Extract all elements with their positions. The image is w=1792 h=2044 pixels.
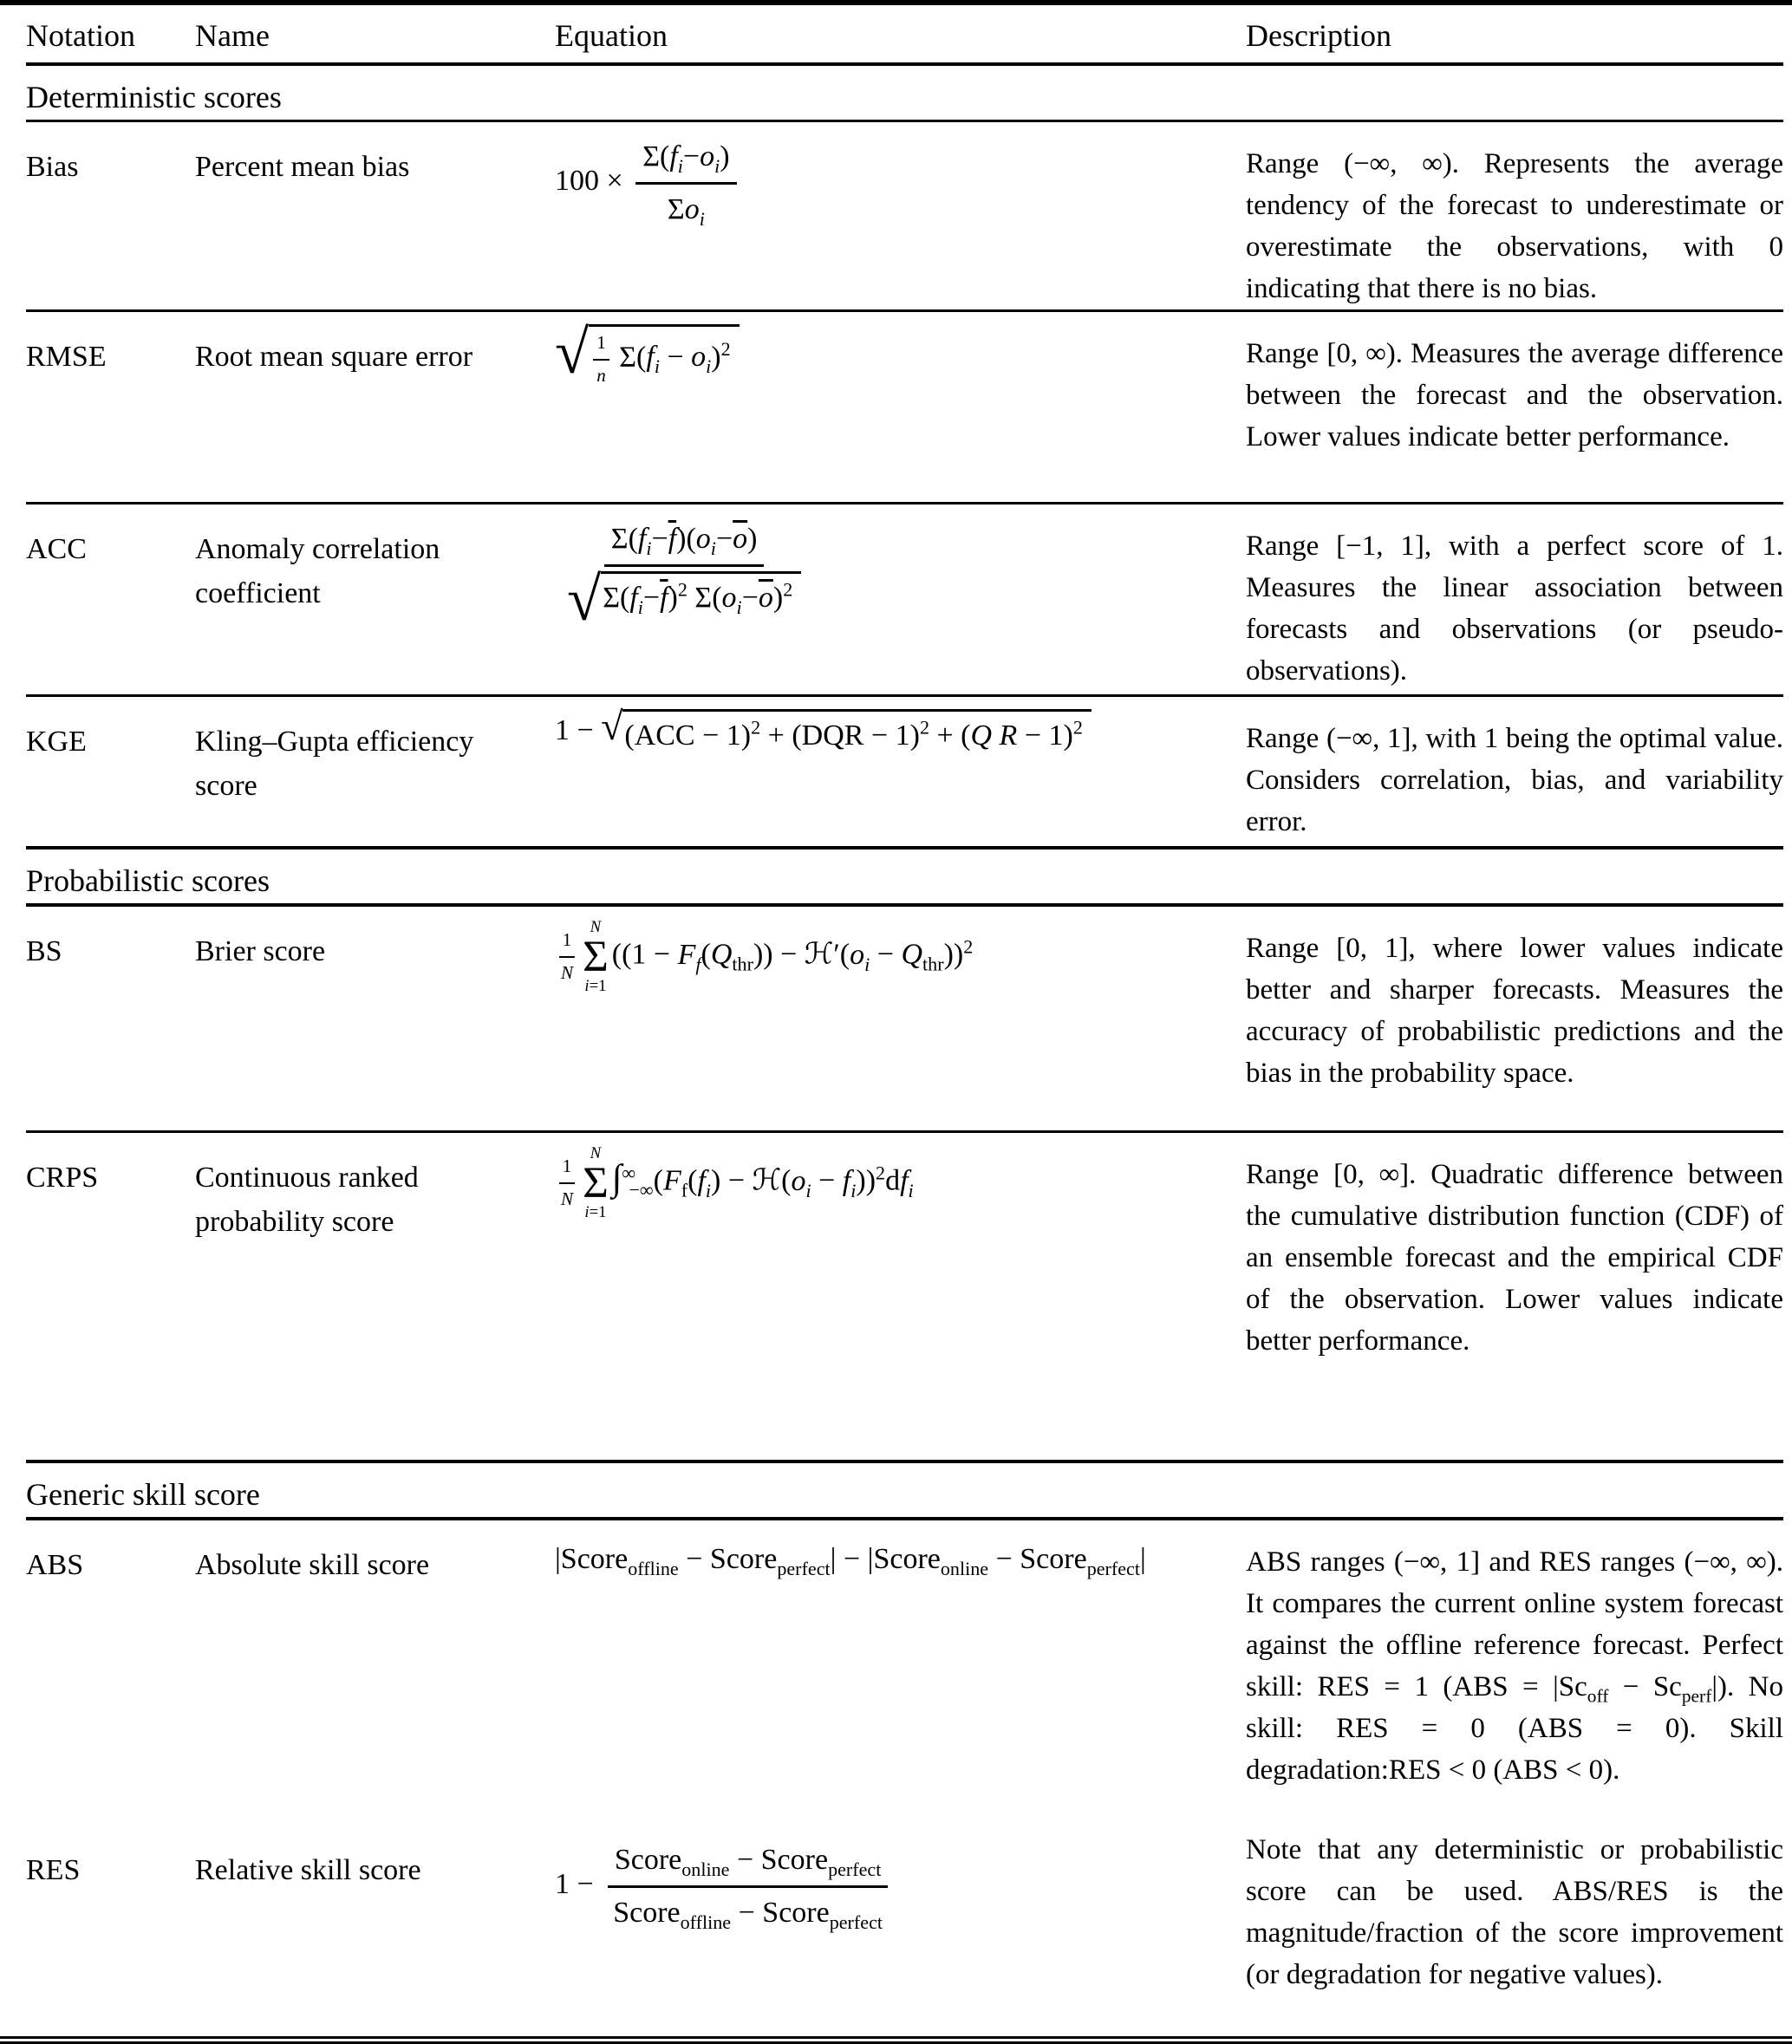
row-notation: ACC: [26, 533, 87, 565]
row-name: Absolute skill score: [195, 1549, 430, 1581]
table-row-kge: [26, 694, 1783, 846]
row-description: Range (−∞, 1], with 1 being the optimal value. Considers correlation, bias, and variability error.: [1246, 723, 1783, 837]
row-description: Range (−∞, ∞). Represents the average tendency of the forecast to underestimate or overestimate the observations, with 0 indicating that there is no bias.: [1246, 148, 1783, 304]
row-notation: BS: [26, 935, 62, 967]
table-row-bias: [26, 120, 1783, 309]
row-name: Root mean square error: [195, 341, 473, 373]
table-row-rmse: [26, 309, 1783, 502]
row-equation: $\frac{1}{N}$ N Σ i=1 ($(1 - F_f(Q_{thr}))$ − $ℋ'(o_i - Q_{thr}))^2$: [555, 907, 1246, 1130]
table-row-bs: [26, 903, 1783, 1130]
column-header-description: Description: [1246, 18, 1391, 53]
column-header-equation: Equation: [555, 18, 668, 53]
section-header-probabilistic-scores: [26, 846, 1783, 903]
section-header-deterministic-scores: [26, 62, 1783, 120]
row-equation: 1 − $\frac{Score_{online} - Score_{perfect}}{Score_{offline} - Score_{perfect}}$: [555, 1826, 1246, 2025]
section-label: Probabilistic scores: [26, 863, 270, 898]
row-notation: CRPS: [26, 1162, 99, 1194]
row-notation: ABS: [26, 1549, 84, 1581]
row-notation: Bias: [26, 151, 79, 183]
section-label: Generic skill score: [26, 1477, 260, 1512]
row-description: Range [0, ∞). Measures the average difference between the forecast and the observation. Lower values indicate better performance.: [1246, 338, 1783, 452]
row-name: Relative skill score: [195, 1854, 421, 1886]
table-header-row: [26, 5, 1783, 62]
row-name: Kling–Gupta efficiency score: [195, 726, 474, 802]
column-header-notation: Notation: [26, 18, 135, 53]
row-notation: RES: [26, 1854, 81, 1886]
row-equation: $\frac{1}{N}$ N Σ i=1 $\int^\infty_{-\infty}(F_f(f_i)$ − $ℋ(o_i - f_i))^2df_i$: [555, 1133, 1246, 1460]
row-equation: |Score$_{offline}$ − Score$_{perfect}$| − |Score$_{online}$ − Score$_{perfect}$|: [555, 1543, 1146, 1579]
column-header-name: Name: [195, 18, 270, 53]
section-header-generic-skill-score: [26, 1460, 1783, 1517]
row-equation: 100 × $\frac{\Sigma(f_i-o_i)}{\Sigma o_i}$: [555, 122, 1246, 309]
table-row-acc: [26, 502, 1783, 694]
row-description: Note that any deterministic or probabilistic score can be used. ABS/RES is the magnitude/fraction of the score improvement (or degradation for negative values).: [1246, 1834, 1783, 1990]
table-row-crps: [26, 1130, 1783, 1460]
row-description: Range [−1, 1], with a perfect score of 1. Measures the linear association between forecasts and observations (or pseudo-observations).: [1246, 531, 1783, 687]
row-equation: √ $\frac{1}{n}$ $\Sigma(f_i - o_i)^2$: [555, 312, 1246, 502]
row-description: Range [0, ∞]. Quadratic difference between the cumulative distribution function (CDF) of an ensemble forecast and the empirical CDF of the observation. Lower values indicate better performance.: [1246, 1159, 1783, 1357]
row-name: Brier score: [195, 935, 326, 967]
row-equation: 1 − √ (ACC − 1)$^2$ + (DQR − 1)$^2$ + (Q R − 1)$^2$: [555, 697, 1246, 846]
row-name: Anomaly correlation coefficient: [195, 533, 440, 609]
row-equation: $\Sigma(f_i-\overline{f})(o_i-\overline{o})$ √ $\Sigma(f_i-\overline{f})^2$ $\Sigma(o_i-\overline{o})^2$: [555, 504, 1246, 694]
table-row-res: [26, 1826, 1783, 2025]
table-row-abs: [26, 1517, 1783, 1826]
row-notation: KGE: [26, 726, 87, 758]
row-description: ABS ranges (−∞, 1] and RES ranges (−∞, ∞). It compares the current online system forecast against the offline reference forecast. Perfect skill: RES = 1 $(ABS = |Sc_{off} - Sc_{perf}|)$. No skill: RES = 0 (ABS = 0). Skill degradation:RES < 0 (ABS < 0).: [1246, 1546, 1783, 1786]
row-name: Continuous ranked probability score: [195, 1162, 419, 1238]
row-notation: RMSE: [26, 341, 107, 373]
section-label: Deterministic scores: [26, 80, 282, 114]
row-description: Range [0, 1], where lower values indicate better and sharper forecasts. Measures the accuracy of probabilistic predictions and the bias in the probability space.: [1246, 933, 1783, 1089]
row-name: Percent mean bias: [195, 151, 410, 183]
